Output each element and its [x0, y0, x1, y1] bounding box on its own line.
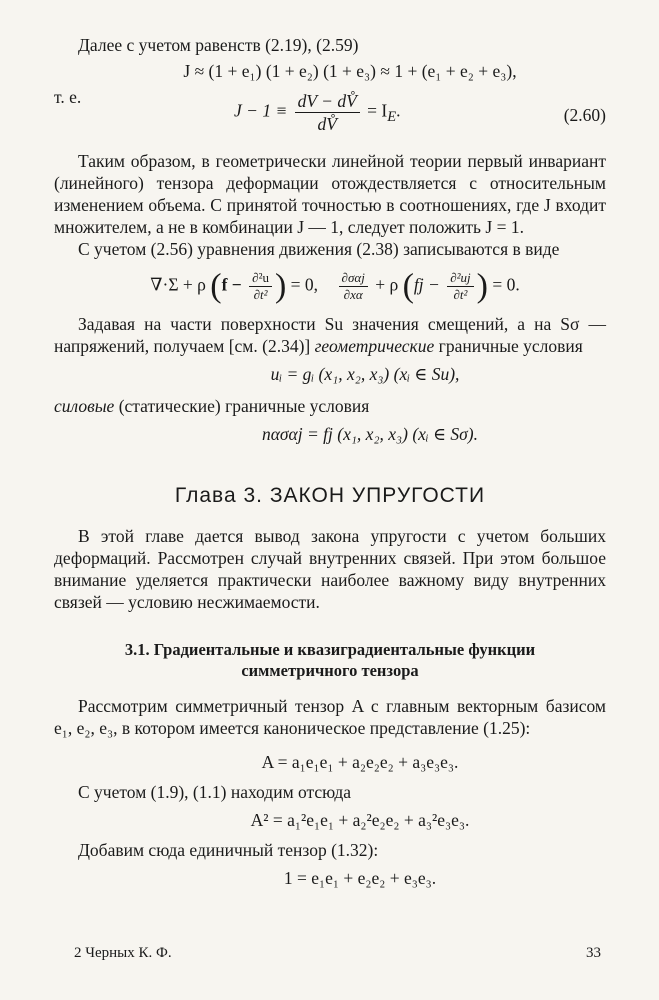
paragraph-force-bc: [54, 395, 606, 417]
boundary-text-italic: геометрические: [314, 336, 435, 356]
paragraph-chapter-intro: В этой главе дается вывод закона упругости с учетом больших деформаций. Рассмотрен случай внутренних связей. При этом большое внимание уделяется практически наиболее важному виду внутренних связей — условию несжимаемости.: [54, 526, 606, 612]
equation-force-bc: nασαj = fj (x₁, x₂, x₃) (xᵢ ∈ Sσ).: [261, 424, 478, 444]
motion-a-num: ∂²u: [249, 270, 272, 287]
motion-b-den2: ∂t²: [453, 287, 468, 302]
motion-a-fraction: [249, 270, 272, 303]
equation-unit-tensor: 1 = e₁e₁ + e₂e₂ + e₃e₃.: [283, 868, 437, 888]
motion-b-den: ∂xα: [343, 287, 363, 302]
eq-2-60-left: J − 1 ≡: [234, 100, 288, 121]
motion-a-lead: ∇·Σ + ρ: [150, 274, 206, 295]
motion-b-num: ∂σαj: [339, 270, 368, 287]
eq-2-60-numerator: dV − dV̊: [295, 90, 360, 113]
paragraph-intro-line: Далее с учетом равенств (2.19), (2.59): [78, 35, 359, 55]
eq-2-60-denominator: dV̊: [317, 114, 337, 134]
motion-a-f: f −: [221, 274, 242, 295]
equation-2-60: J − 1 ≡ $\frac{dV - dV̊}{dV̊}$ = $I_E$. (2.60): [234, 91, 606, 134]
motion-b-fraction: [339, 270, 368, 303]
boundary-text-a: Задавая на части поверхности Su значения смещений, а на Sσ — напряжений, получаем [см. (2.34)]: [54, 314, 606, 356]
motion-b-end: = 0.: [492, 274, 520, 295]
motion-a-end: = 0,: [290, 274, 319, 295]
section-title-line-2: симметричного тензора: [241, 661, 419, 680]
paragraph-boundary: [54, 313, 606, 357]
page-footer: [74, 942, 601, 964]
motion-b-mid: + ρ: [375, 274, 399, 295]
equation-motion: ∇·Σ + ρ (f − $\frac{\text{∂²u}}{\text{∂t²}}$ ) = 0, $\frac{\text{∂σαj}}{\partial x\alpha}$ + ρ (fj − $\frac{\text{∂²uj}}{\text{∂t²}}$ ) = 0.: [150, 267, 520, 305]
equation-canonical-A: A = a₁e₁e₁ + a₂e₂e₂ + a₃e₃e₃.: [261, 752, 459, 772]
section-heading: [54, 639, 606, 681]
paragraph-symmetric-tensor: Рассмотрим симметричный тензор A с главным векторным базисом e₁, e₂, e₃, в котором имеется каноническое представление (1.25):: [54, 696, 606, 738]
chapter-heading: Глава 3. ЗАКОН УПРУГОСТИ: [174, 484, 486, 507]
paragraph-unit-tensor: Добавим сюда единичный тензор (1.32):: [78, 840, 379, 860]
footer-signature: 2 Черных К. Ф.: [74, 945, 172, 961]
motion-b-num2: ∂²uj: [447, 270, 473, 287]
motion-b-f: fj −: [413, 274, 440, 295]
force-bc-text: (статические) граничные условия: [118, 396, 370, 416]
eq-2-60-fraction: [295, 90, 360, 135]
page-number: 33: [586, 945, 601, 961]
eq-2-60-right: = I: [367, 100, 388, 121]
motion-a-den: ∂t²: [253, 287, 268, 302]
document-page: [54, 34, 606, 889]
boundary-text-b: граничные условия: [438, 336, 583, 356]
paragraph-linear-theory: Таким образом, в геометрически линейной теории первый инвариант (линейного) тензора деформации отождествляется с относительным изменением объема. С принятой точностью в соотношениях, где J входит множителем, а не в комбинации J — 1, следует положить J = 1.: [54, 151, 606, 237]
eq-2-60-subscript: E: [387, 109, 397, 126]
paragraph-from-here: С учетом (1.9), (1.1) находим отсюда: [78, 782, 352, 802]
equation-number-2-60: (2.60): [563, 105, 606, 125]
equation-geometric-bc: uᵢ = gᵢ (x₁, x₂, x₃) (xᵢ ∈ Su),: [270, 364, 460, 384]
force-bc-italic: силовые: [54, 396, 115, 416]
motion-b-fraction-2: [447, 270, 473, 303]
section-number: 3.1.: [124, 640, 150, 659]
text-te: т. е.: [54, 87, 82, 107]
equation-A-squared: A² = a₁²e₁e₁ + a₂²e₂e₂ + a₃²e₃e₃.: [250, 810, 470, 830]
equation-jacobian-approx: J ≈ (1 + e₁) (1 + e₂) (1 + e₃) ≈ 1 + (e₁ + e₂ + e₃),: [183, 61, 517, 81]
section-title-line-1: Градиентальные и квазиградиентальные функции: [153, 640, 536, 659]
paragraph-motion-intro: С учетом (2.56) уравнения движения (2.38) записываются в виде: [78, 239, 560, 259]
